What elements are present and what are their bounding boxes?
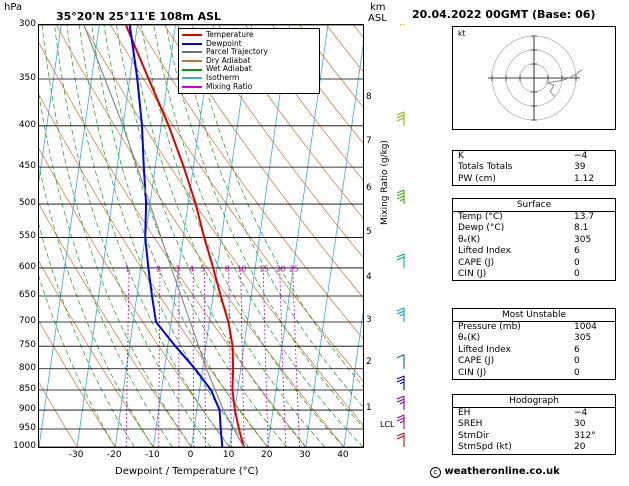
height-axis-ticks	[366, 24, 388, 448]
panel-row-key: Pressure (mb)	[458, 322, 521, 332]
svg-text:25: 25	[288, 264, 299, 274]
panel-row	[453, 223, 615, 234]
temperature-tick: -20	[106, 450, 122, 460]
pressure-tick: 550	[18, 231, 36, 242]
station-title: 35°20'N 25°11'E 108m ASL	[56, 10, 222, 23]
panel-row-value: 6	[574, 344, 580, 355]
legend-label: Dry Adiabat	[206, 55, 251, 65]
panel-row-value: 1.12	[574, 173, 595, 184]
panel-row	[453, 419, 615, 430]
wind-barb	[397, 433, 404, 447]
wind-barb	[397, 308, 404, 322]
svg-text:4: 4	[189, 264, 194, 274]
panel-row	[453, 322, 615, 333]
panel-row-key: StmDir	[458, 430, 490, 441]
legend-swatch	[182, 77, 202, 79]
panel-row-key: EH	[458, 408, 471, 418]
wind-barb	[397, 112, 404, 126]
pressure-tick: 650	[18, 290, 36, 300]
pressure-tick: 900	[18, 404, 36, 415]
pressure-tick: 750	[18, 340, 36, 351]
panel-row-value: 13.7	[574, 212, 595, 222]
wind-barb	[397, 254, 404, 268]
panel-row-key: θₑ(K)	[458, 333, 481, 344]
legend-item	[182, 83, 316, 92]
svg-text:5: 5	[200, 264, 206, 274]
legend-label: Dewpoint	[206, 38, 242, 48]
temperature-tick: 0	[187, 450, 194, 460]
pressure-tick: 500	[18, 198, 36, 209]
legend-swatch	[182, 60, 202, 62]
panel-row	[453, 269, 615, 280]
panel-row-value: −4	[574, 151, 588, 161]
legend-swatch	[182, 69, 202, 71]
panel-row	[453, 356, 615, 367]
svg-text:20: 20	[275, 264, 286, 274]
wind-barb	[397, 415, 404, 429]
panel-row-key: Lifted Index	[458, 246, 511, 257]
panel-row-value: 0	[574, 367, 580, 378]
panel-row	[453, 235, 615, 246]
pressure-tick: 350	[18, 73, 36, 84]
panel-row-value: 1004	[574, 322, 597, 332]
height-axis-reference: ASL	[368, 13, 387, 24]
pressure-tick: 300	[18, 19, 36, 29]
height-tick: 1	[366, 403, 372, 414]
temperature-tick: 10	[222, 450, 235, 460]
height-axis-unit: km	[370, 2, 386, 13]
svg-text:10: 10	[236, 264, 247, 274]
panel-row-value: 0	[574, 356, 580, 367]
height-tick: 6	[366, 182, 372, 193]
panel-row-value: −4	[574, 408, 588, 418]
hodograph-stats-panel	[452, 394, 616, 455]
legend-swatch	[182, 43, 202, 45]
panel-row	[453, 212, 615, 223]
panel-row-key: Lifted Index	[458, 344, 511, 355]
panel-row-value: 39	[574, 162, 586, 173]
pressure-tick: 700	[18, 315, 36, 326]
temperature-tick: -30	[68, 450, 84, 460]
panel-row-key: SREH	[458, 419, 483, 430]
panel-row	[453, 258, 615, 269]
panel-row-value: 8.1	[574, 223, 589, 234]
legend-item	[182, 31, 316, 40]
svg-text:15: 15	[259, 264, 269, 274]
panel-row-key: CIN (J)	[458, 367, 487, 378]
copyright	[430, 466, 560, 478]
indices-panel	[452, 150, 616, 186]
legend-label: Temperature	[206, 30, 254, 39]
temperature-tick: 20	[260, 450, 273, 460]
legend-label: Mixing Ratio	[206, 81, 253, 91]
pressure-tick: 400	[18, 119, 36, 130]
panel-row-value: 0	[574, 257, 580, 268]
height-tick: 7	[366, 135, 372, 146]
pressure-tick: 1000	[13, 441, 36, 451]
panel-row-key: θₑ(K)	[458, 234, 481, 245]
wind-barb	[397, 376, 404, 390]
forecast-date-title: 20.04.2022 00GMT (Base: 06)	[412, 8, 596, 21]
wind-barb	[397, 355, 404, 369]
height-tick: 5	[366, 227, 372, 238]
svg-text:1: 1	[125, 264, 130, 274]
panel-row-key: StmSpd (kt)	[458, 442, 512, 453]
svg-text:8: 8	[224, 264, 230, 274]
height-tick: 2	[366, 357, 372, 368]
panel-row	[453, 408, 615, 419]
pressure-tick: 950	[18, 423, 36, 434]
copyright-icon: c	[430, 467, 441, 478]
legend-label: Isotherm	[206, 72, 240, 82]
pressure-tick: 450	[18, 161, 36, 172]
panel-row-value: 0	[574, 269, 580, 280]
pressure-tick: 800	[18, 362, 36, 373]
panel-row-key: CAPE (J)	[458, 257, 495, 268]
svg-text:2: 2	[155, 264, 161, 274]
panel-row-value: 305	[574, 234, 592, 245]
panel-title: Most Unstable	[453, 309, 615, 322]
x-axis-label: Dewpoint / Temperature (°C)	[115, 466, 259, 477]
panel-row-key: CIN (J)	[458, 269, 487, 280]
panel-row	[453, 431, 615, 442]
most-unstable-panel	[452, 308, 616, 380]
panel-row	[453, 333, 615, 344]
panel-row-key: PW (cm)	[458, 173, 496, 184]
hodograph-plot	[452, 26, 616, 130]
panel-row	[453, 151, 615, 162]
wind-barb	[397, 24, 404, 25]
pressure-tick: 600	[18, 261, 36, 272]
wind-barb	[397, 190, 404, 204]
legend-swatch	[182, 86, 202, 88]
hodograph-unit-label: kt	[458, 29, 466, 38]
panel-row-value: 6	[574, 246, 580, 257]
legend-swatch	[182, 34, 202, 36]
panel-title: Hodograph	[453, 395, 615, 408]
panel-row	[453, 368, 615, 379]
panel-row-value: 305	[574, 333, 592, 344]
panel-row	[453, 442, 615, 453]
legend-swatch	[182, 51, 202, 53]
copyright-text: weatheronline.co.uk	[444, 466, 560, 477]
temperature-tick: 30	[299, 450, 311, 460]
surface-panel	[452, 198, 616, 281]
panel-row	[453, 345, 615, 356]
panel-row-value: 312°	[574, 430, 596, 441]
mixing-ratio-axis-label: Mixing Ratio (g/kg)	[380, 139, 390, 225]
svg-text:3: 3	[175, 264, 180, 274]
panel-row	[453, 162, 615, 173]
panel-row	[453, 174, 615, 185]
panel-row-key: Dewp (°C)	[458, 223, 505, 234]
legend-label: Parcel Trajectory	[206, 47, 268, 57]
panel-row-value: 20	[574, 442, 586, 453]
pressure-tick: 850	[18, 384, 36, 395]
height-tick: 3	[366, 314, 372, 325]
temperature-tick: -10	[144, 450, 160, 460]
panel-row	[453, 246, 615, 257]
height-tick: 4	[366, 272, 372, 283]
legend-label: Wet Adiabat	[206, 64, 252, 74]
chart-legend	[178, 28, 320, 94]
panel-row-key: Totals Totals	[458, 162, 513, 173]
panel-row-value: 30	[574, 419, 586, 430]
panel-row-key: K	[458, 151, 464, 161]
pressure-axis-unit: hPa	[4, 2, 23, 13]
height-tick: 8	[366, 91, 372, 102]
temperature-tick: 40	[337, 450, 349, 460]
wind-barb	[397, 396, 404, 410]
panel-row-key: CAPE (J)	[458, 356, 495, 367]
legend-item	[182, 65, 316, 74]
wind-barb-column	[392, 24, 416, 448]
lcl-label: LCL	[380, 420, 395, 429]
panel-row-key: Temp (°C)	[458, 212, 503, 222]
panel-title: Surface	[453, 199, 615, 212]
